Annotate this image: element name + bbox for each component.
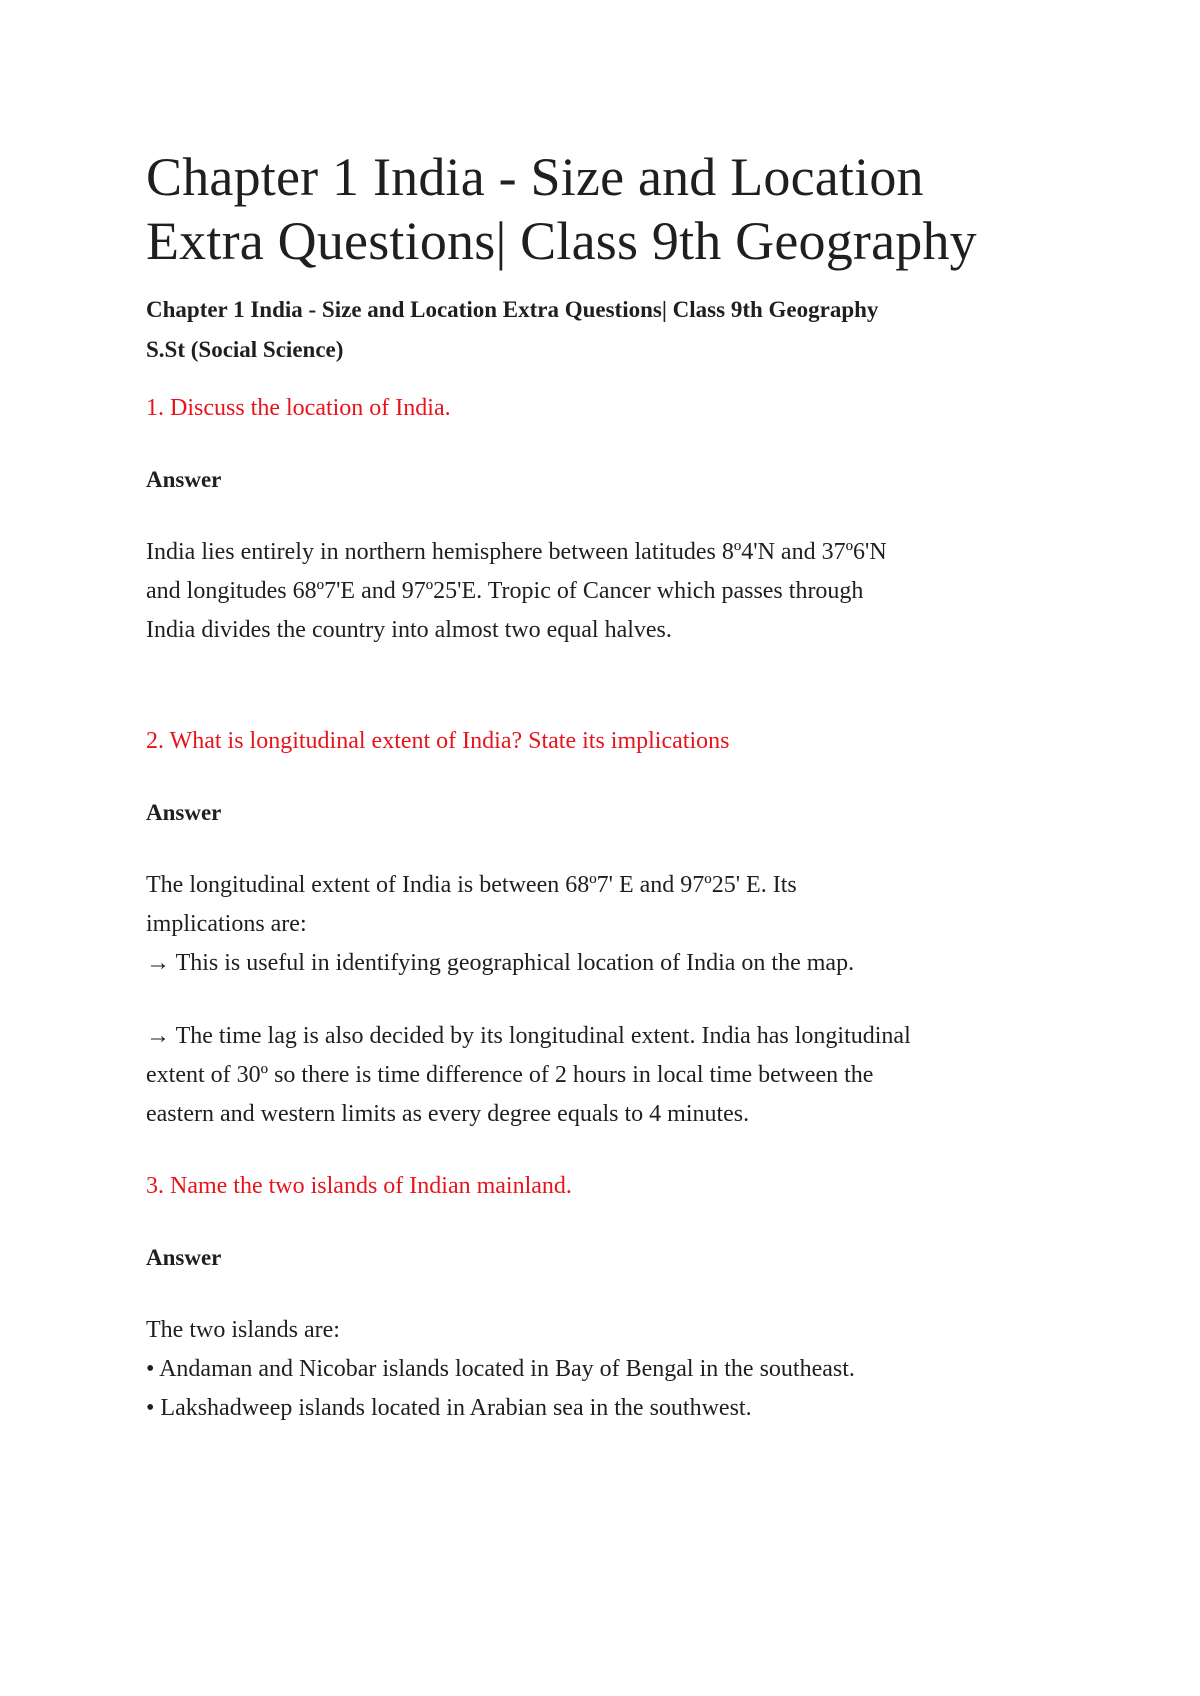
- answer-line: The two islands are:: [146, 1317, 340, 1343]
- answer-line: • Andaman and Nicobar islands located in Bay of Bengal in the southeast.: [146, 1356, 855, 1382]
- answer-2b: [146, 1017, 1086, 1134]
- question-3: 3. Name the two islands of Indian mainland.: [146, 1173, 572, 1199]
- answer-2a: [146, 866, 1086, 983]
- title-line: Chapter 1 India - Size and Location: [146, 147, 924, 207]
- answer-line: The longitudinal extent of India is between 68º7' E and 97º25' E. Its: [146, 872, 797, 898]
- answer-line: implications are:: [146, 911, 307, 937]
- answer-1: [146, 533, 1086, 650]
- question-2: 2. What is longitudinal extent of India? State its implications: [146, 728, 730, 754]
- answer-label-3: Answer: [146, 1245, 222, 1270]
- answer-line: • Lakshadweep islands located in Arabian sea in the southwest.: [146, 1395, 752, 1421]
- answer-line: extent of 30º so there is time difference of 2 hours in local time between the: [146, 1062, 874, 1088]
- document-page: [146, 145, 1086, 1428]
- subtitle-line: S.St (Social Science): [146, 337, 344, 362]
- page-subtitle: [146, 290, 1086, 370]
- answer-3: [146, 1311, 1086, 1428]
- question-1: 1. Discuss the location of India.: [146, 395, 451, 421]
- answer-label-1: Answer: [146, 467, 222, 492]
- answer-label-2: Answer: [146, 800, 222, 825]
- title-line: Extra Questions| Class 9th Geography: [146, 211, 977, 271]
- subtitle-line: Chapter 1 India - Size and Location Extra Questions| Class 9th Geography: [146, 297, 879, 322]
- answer-line: → This is useful in identifying geographical location of India on the map.: [146, 950, 855, 976]
- answer-line: India lies entirely in northern hemisphere between latitudes 8º4'N and 37º6'N: [146, 539, 887, 565]
- answer-line: India divides the country into almost two equal halves.: [146, 617, 672, 643]
- page-title: [146, 145, 1086, 273]
- answer-line: eastern and western limits as every degree equals to 4 minutes.: [146, 1101, 750, 1127]
- answer-line: → The time lag is also decided by its longitudinal extent. India has longitudinal: [146, 1023, 911, 1049]
- answer-line: and longitudes 68º7'E and 97º25'E. Tropic of Cancer which passes through: [146, 578, 864, 604]
